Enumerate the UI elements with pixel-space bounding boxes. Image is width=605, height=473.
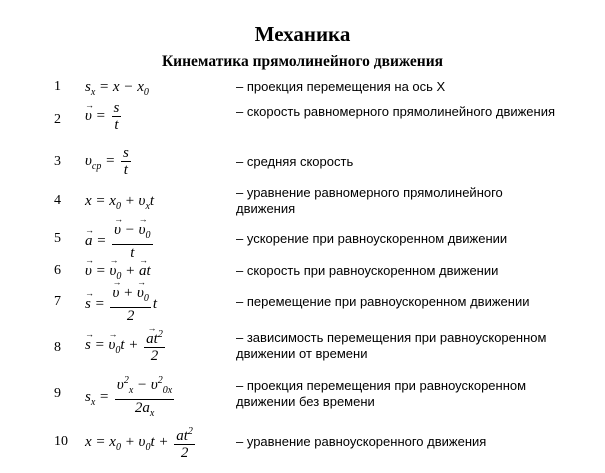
formula-description: – зависимость перемещения при равноускоренном движении от времени — [236, 330, 547, 361]
page-title: Механика — [254, 22, 351, 46]
formula: → υ = → $\upsilon_0$ + → at — [85, 263, 151, 285]
formula-description: – уравнение равномерного прямолинейного движения — [236, 185, 503, 216]
row-number: 10 — [54, 434, 68, 449]
formula-description: – ускорение при равноускоренном движении — [236, 231, 508, 246]
formula-description: – проекция перемещения на ось X — [236, 79, 446, 94]
formula: → a = → $\frac{\upsilon - \to \upsilon_0}{t}$ — [85, 222, 155, 261]
row-number: 3 — [54, 154, 61, 169]
formula: $x = x_0 + \upsilon_xt$ — [85, 193, 155, 212]
formula: $\upsilon_{ср}$ = $\frac{s}{t}$ — [85, 145, 129, 178]
formula-description: – перемещение при равноускоренном движении — [236, 294, 530, 309]
formula: $s_x$ = $\frac{\upsilon^2_x - \upsilon^2_{0x}}{2a_x}$ — [85, 375, 173, 419]
formula: → υ = $\frac{s}{t}$ — [85, 100, 123, 133]
formula: $x = x_0 + \upsilon_0t$ + $\frac{at^2}{2}$ — [85, 426, 193, 461]
row-number: 2 — [54, 112, 61, 127]
formula: → s = → $\frac{\upsilon + \to \upsilon_0}{2}$ t — [85, 285, 157, 324]
formula-description: – скорость при равноускоренном движении — [236, 263, 499, 278]
row-number: 5 — [54, 231, 61, 246]
row-number: 4 — [54, 193, 61, 208]
formula-description: – средняя скорость — [236, 154, 354, 169]
formula-description: – скорость равномерного прямолинейного движения — [236, 104, 556, 119]
row-number: 9 — [54, 386, 61, 401]
formula-description: – уравнение равноускоренного движения — [236, 434, 487, 449]
row-number: 8 — [54, 340, 61, 355]
formula-description: – проекция перемещения при равноускоренном движении без времени — [236, 378, 527, 409]
section-subtitle: Кинематика прямолинейного движения — [161, 53, 444, 70]
formula: $s_x = x - x_0$ — [85, 79, 149, 98]
row-number: 7 — [54, 294, 61, 309]
formula: → s = → $\upsilon_0t$ + → $\frac{at^2}{2}$ — [85, 327, 167, 364]
row-number: 6 — [54, 263, 61, 278]
row-number: 1 — [54, 79, 61, 94]
